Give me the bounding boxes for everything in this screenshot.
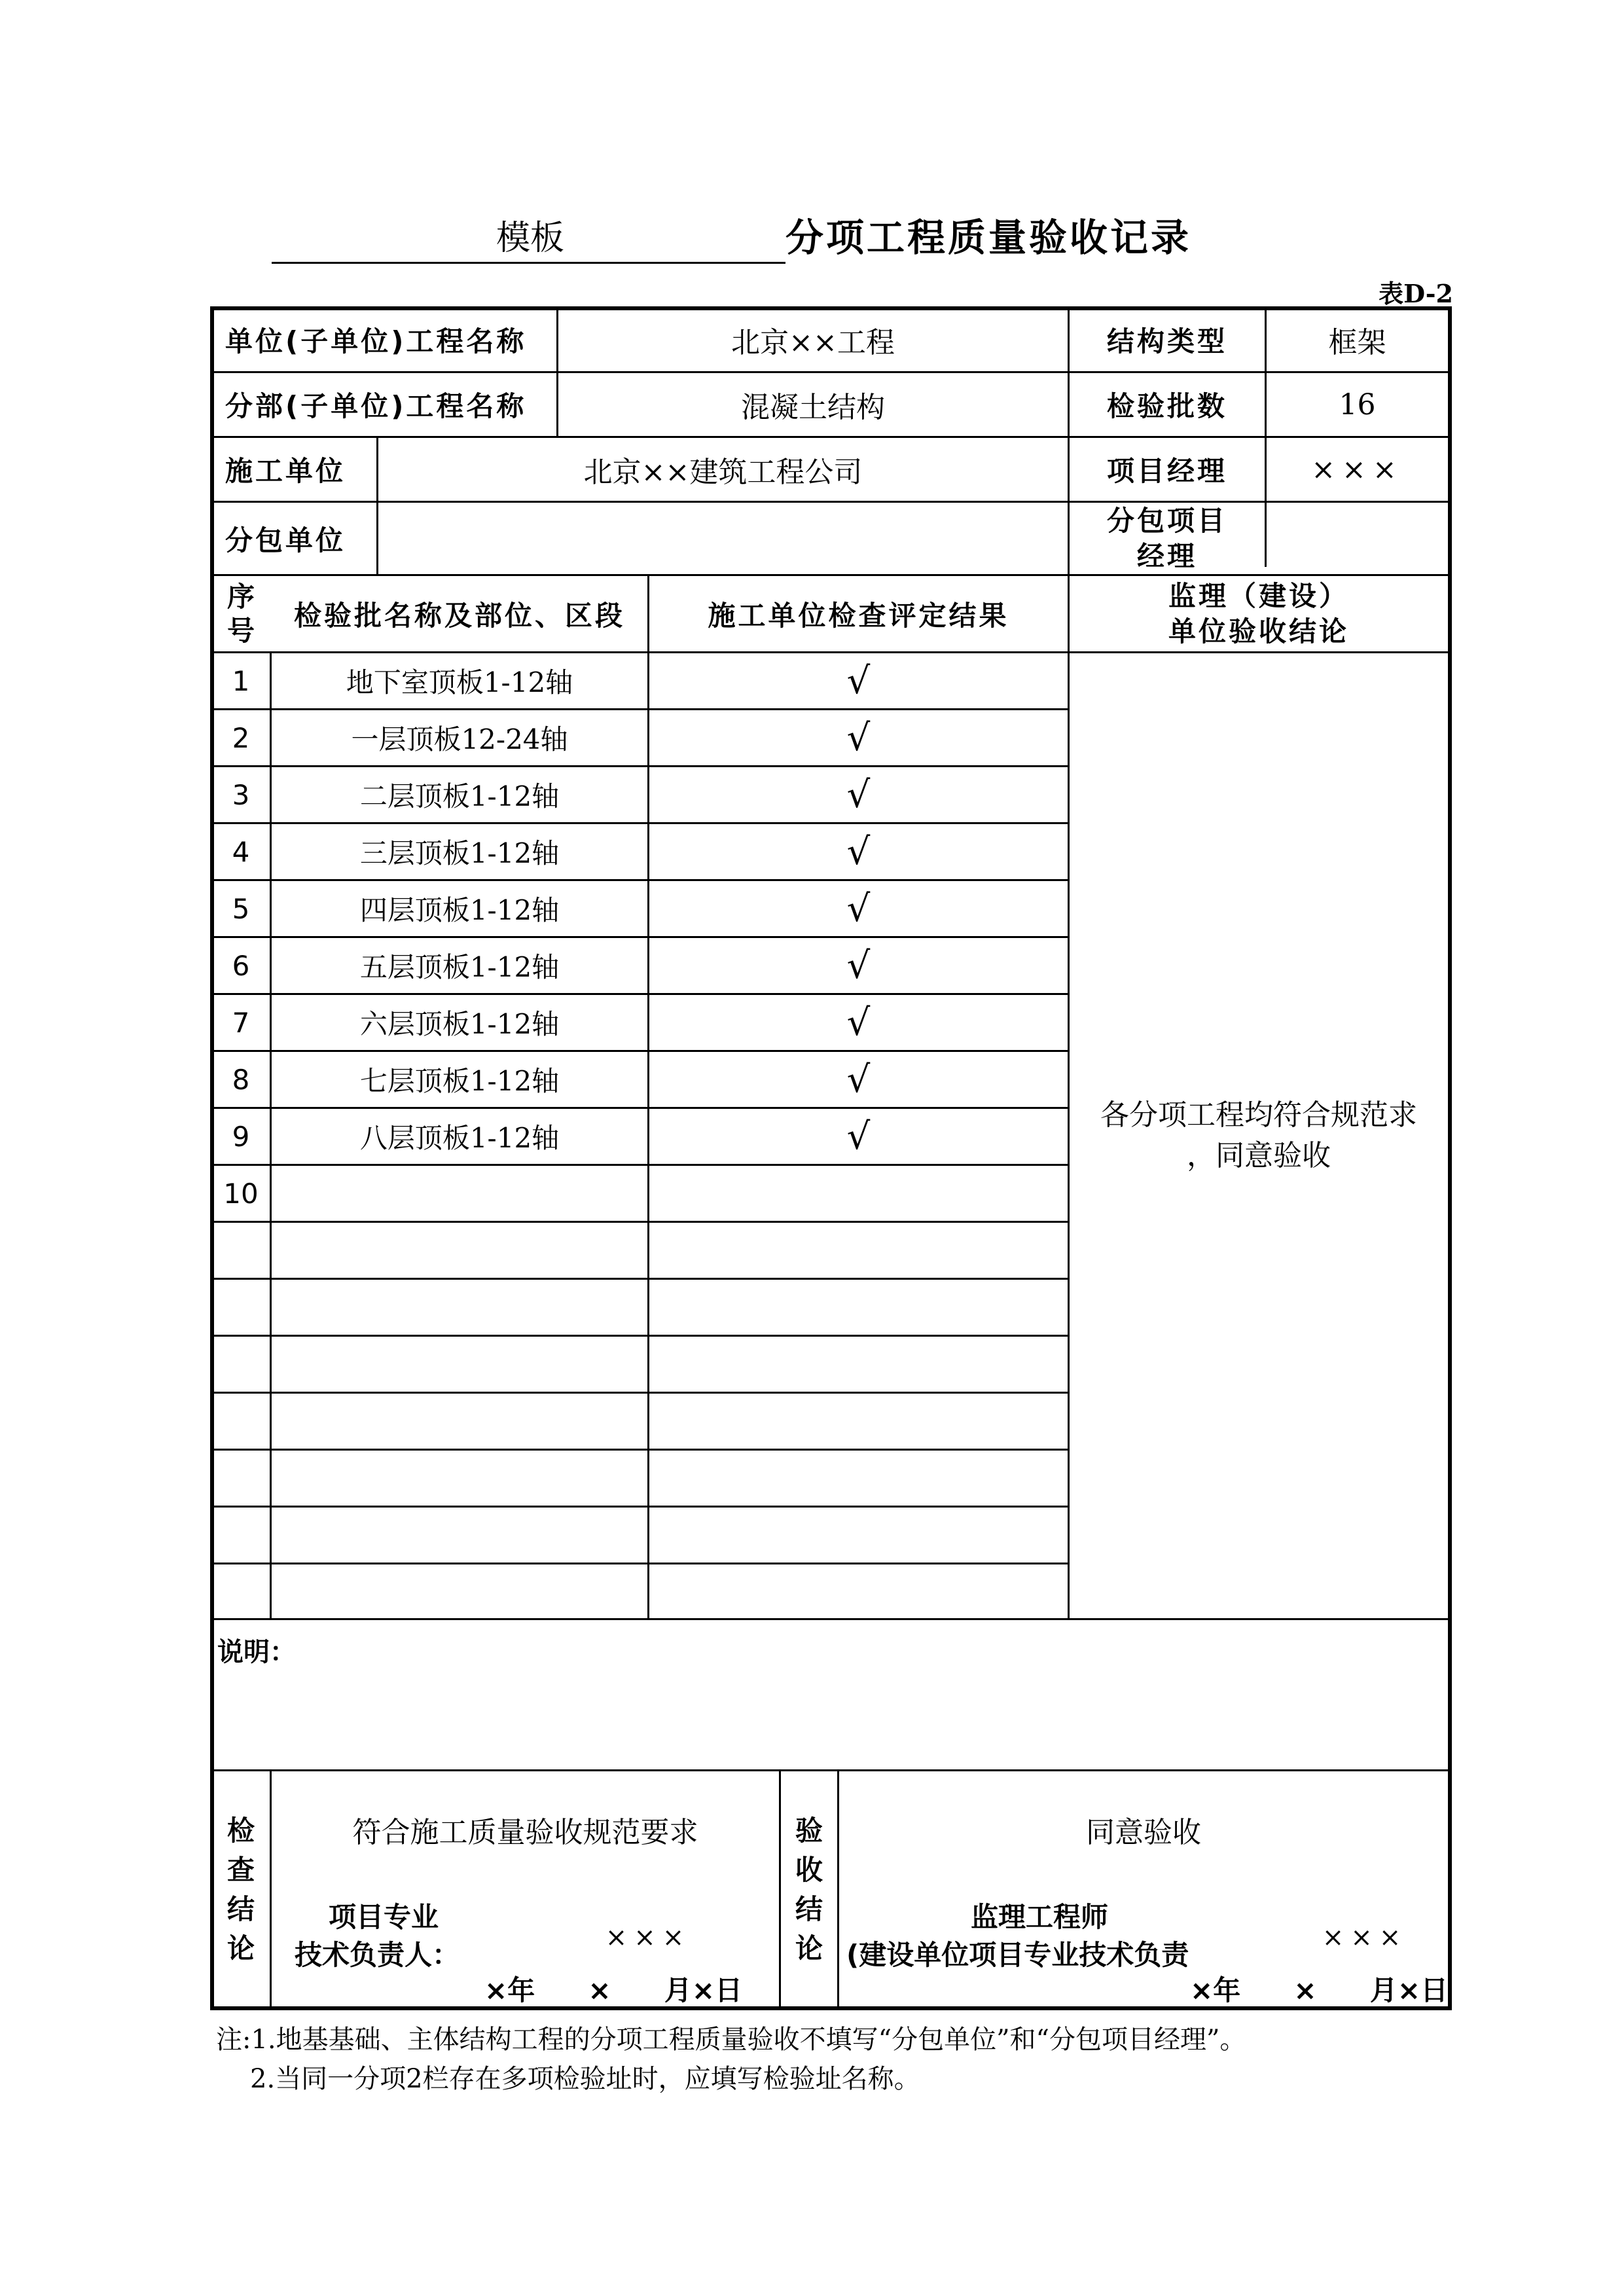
check-mark: √ (846, 944, 871, 987)
batch-count-label: 检验批数 (1106, 390, 1227, 422)
inspection-conclusion-label (212, 1771, 270, 2008)
inspection-label-char: 检 (226, 1815, 255, 1847)
row-number: 1 (232, 664, 250, 697)
remarks-label: 说明： (217, 1637, 296, 1667)
row-number: 4 (232, 835, 250, 868)
check-mark: √ (846, 1058, 871, 1101)
check-mark: √ (846, 659, 871, 702)
inspection-signer-line1: 项目专业 (329, 1901, 439, 1933)
acceptance-date: ×年 × 月×日 (1190, 1974, 1449, 2006)
row-number: 10 (223, 1177, 259, 1210)
subcontractor-label: 分包单位 (225, 524, 346, 556)
batch-name: 六层顶板1-12轴 (359, 1008, 560, 1040)
inspection-signature: ××× (605, 1923, 691, 1953)
sub-pm-label-line2: 经理 (1136, 539, 1197, 572)
supervision-conclusion (1070, 653, 1448, 1618)
acceptance-signer-line1: 监理工程师 (971, 1901, 1109, 1933)
division-name-label: 分部(子单位)工程名称 (225, 390, 527, 422)
inspection-signer-title (295, 1898, 511, 1977)
check-mark (649, 1166, 1068, 1221)
sub-pm-label (1070, 503, 1265, 574)
acceptance-label-char: 论 (795, 1932, 823, 1964)
unit-project-name-value: 北京××工程 (731, 326, 895, 359)
batch-name: 一层顶板12-24轴 (351, 723, 568, 755)
subject-name: 模板 (496, 218, 564, 258)
sub-pm-label-line1: 分包项目 (1106, 504, 1227, 537)
row-number: 3 (232, 778, 250, 811)
subcontractor-value (378, 503, 1068, 574)
batch-name: 七层顶板1-12轴 (359, 1065, 560, 1097)
footnote-2: 2.当同一分项2栏存在多项检验址时，应填写检验址名称。 (250, 2064, 920, 2094)
batch-name (272, 1166, 647, 1221)
structure-type-value: 框架 (1328, 326, 1386, 359)
contractor-result-header: 施工单位检查评定结果 (708, 599, 1009, 632)
division-name-value: 混凝土结构 (741, 391, 885, 424)
row-number: 5 (232, 892, 250, 925)
row-number: 9 (232, 1120, 250, 1153)
check-mark: √ (846, 716, 871, 759)
batch-name: 二层顶板1-12轴 (359, 780, 560, 812)
inspection-label-char: 结 (226, 1893, 255, 1925)
batch-name: 地下室顶板1-12轴 (346, 666, 573, 698)
check-mark: √ (846, 830, 871, 873)
sub-pm-value (1267, 503, 1448, 574)
row-number: 8 (232, 1063, 250, 1096)
supervision-header-line2: 单位验收结论 (1168, 615, 1349, 647)
check-mark: √ (846, 1115, 871, 1158)
inspection-label-char: 论 (226, 1932, 255, 1964)
page-title: 分项工程质量验收记录 (785, 215, 1192, 260)
batch-name: 八层顶板1-12轴 (359, 1122, 560, 1154)
project-manager-label: 项目经理 (1106, 455, 1227, 487)
contractor-value: 北京××建筑工程公司 (583, 456, 863, 489)
acceptance-label-char: 收 (795, 1854, 823, 1886)
supervision-header (1070, 576, 1448, 651)
structure-type-label: 结构类型 (1106, 325, 1227, 357)
table-number: 表D-2 (1379, 279, 1453, 308)
batch-name: 五层顶板1-12轴 (359, 951, 560, 983)
subject-underline (272, 262, 785, 264)
check-mark: √ (846, 773, 871, 816)
acceptance-conclusion-label (781, 1771, 837, 2008)
check-mark: √ (846, 1001, 871, 1044)
batch-count-value: 16 (1339, 388, 1376, 422)
seq-header (212, 576, 270, 651)
contractor-label: 施工单位 (225, 455, 346, 487)
acceptance-signer-title (846, 1898, 1265, 1977)
footnote-1: 注:1.地基基础、主体结构工程的分项工程质量验收不填写“分包单位”和“分包项目经理”。 (216, 2025, 1246, 2055)
acceptance-label-char: 验 (795, 1815, 823, 1847)
check-mark: √ (846, 887, 871, 930)
batch-name-header: 检验批名称及部位、区段 (293, 599, 625, 632)
batch-name: 四层顶板1-12轴 (359, 894, 560, 926)
row-number: 7 (232, 1006, 250, 1039)
supervision-header-line1: 监理（建设） (1168, 579, 1349, 612)
supervision-conclusion-line1: 各分项工程均符合规范求 (1100, 1098, 1417, 1132)
acceptance-signature: ××× (1322, 1923, 1408, 1953)
seq-header-line2: 号 (226, 614, 255, 647)
row-number: 6 (232, 949, 250, 982)
project-manager-value: ××× (1311, 452, 1403, 486)
inspection-date: ×年 × 月×日 (484, 1974, 743, 2006)
unit-project-name-label: 单位(子单位)工程名称 (225, 325, 527, 357)
inspection-signer-line2: 技术负责人： (295, 1939, 460, 1971)
acceptance-signer-line2: (建设单位项目专业技术负责 (846, 1939, 1189, 1971)
batch-name: 三层顶板1-12轴 (359, 837, 560, 869)
inspection-label-char: 查 (226, 1854, 255, 1886)
acceptance-conclusion-text: 同意验收 (1086, 1816, 1201, 1849)
acceptance-label-char: 结 (795, 1893, 823, 1925)
seq-header-line1: 序 (226, 580, 255, 613)
supervision-conclusion-line2: ，同意验收 (1187, 1139, 1331, 1172)
inspection-conclusion-text: 符合施工质量验收规范要求 (352, 1816, 698, 1849)
row-number: 2 (232, 721, 250, 754)
